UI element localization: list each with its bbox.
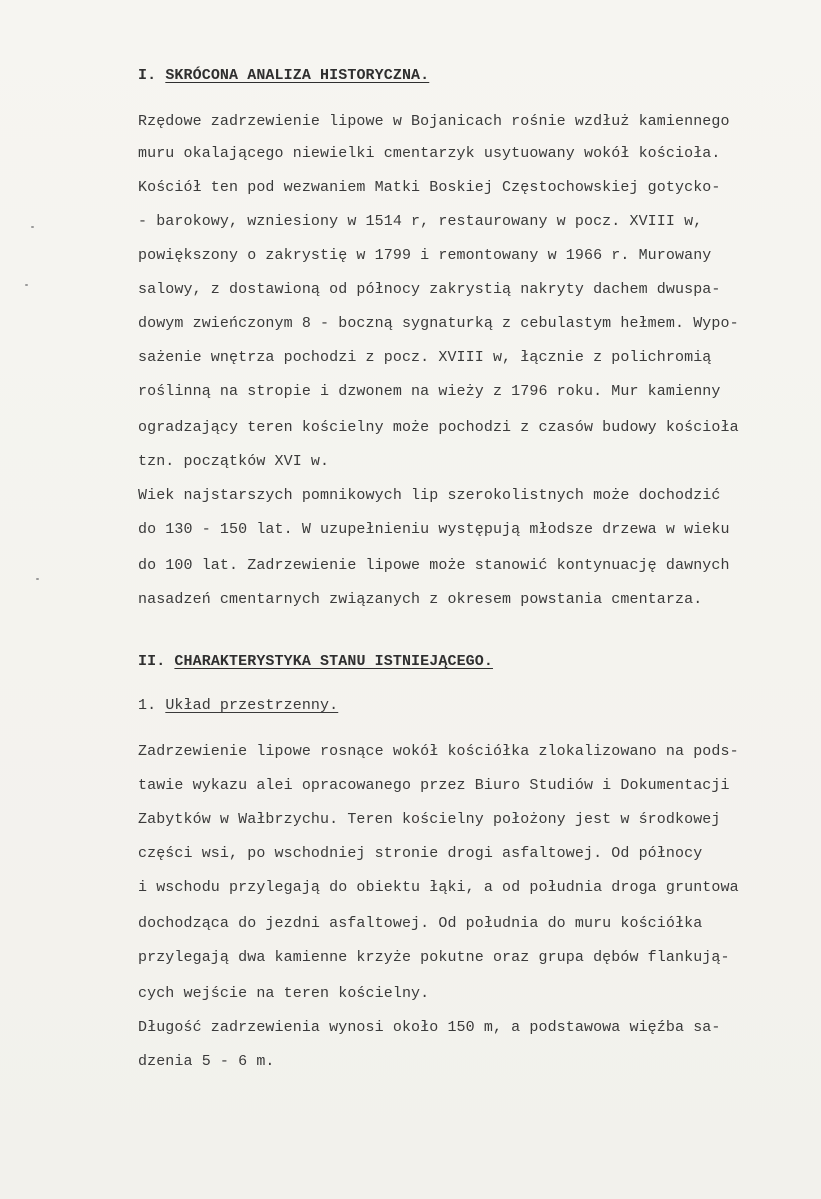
text-line: Długość zadrzewienia wynosi około 150 m, a podstawowa więźba sa- — [138, 1019, 721, 1036]
text-line: tawie wykazu alei opracowanego przez Biuro Studiów i Dokumentacji — [138, 777, 730, 794]
text-line: do 130 - 150 lat. W uzupełnieniu występują młodsze drzewa w wieku — [138, 521, 730, 538]
text-line: - barokowy, wzniesiony w 1514 r, restaurowany w pocz. XVIII w, — [138, 213, 703, 230]
section-2-title: CHARAKTERYSTYKA STANU ISTNIEJĄCEGO. — [174, 653, 493, 670]
text-line: Rzędowe zadrzewienie lipowe w Bojanicach rośnie wzdłuż kamiennego — [138, 113, 730, 130]
scan-speck — [25, 284, 28, 286]
text-line: Zabytków w Wałbrzychu. Teren kościelny położony jest w środkowej — [138, 811, 721, 828]
text-line: Zadrzewienie lipowe rosnące wokół kościółka zlokalizowano na pods- — [138, 743, 739, 760]
text-line: nasadzeń cmentarnych związanych z okresem powstania cmentarza. — [138, 591, 703, 608]
text-line: do 100 lat. Zadrzewienie lipowe może stanowić kontynuację dawnych — [138, 557, 730, 574]
subsection-1-title: Układ przestrzenny. — [165, 697, 339, 714]
text-line: dochodząca do jezdni asfaltowej. Od południa do muru kościółka — [138, 915, 703, 932]
text-line: części wsi, po wschodniej stronie drogi asfaltowej. Od północy — [138, 845, 703, 862]
text-line: powiększony o zakrystię w 1799 i remontowany w 1966 r. Murowany — [138, 247, 712, 264]
text-line: sażenie wnętrza pochodzi z pocz. XVIII w, łącznie z polichromią — [138, 349, 712, 366]
text-line: cych wejście na teren kościelny. — [138, 985, 430, 1002]
text-line: muru okalającego niewielki cmentarzyk usytuowany wokół kościoła. — [138, 145, 721, 162]
scan-speck — [31, 226, 34, 228]
section-2-number: II. — [138, 653, 166, 670]
text-line: roślinną na stropie i dzwonem na wieży z 1796 roku. Mur kamienny — [138, 383, 721, 400]
text-line: i wschodu przylegają do obiektu łąki, a od południa droga gruntowa — [138, 879, 739, 896]
section-2-heading — [138, 652, 493, 672]
section-1-number: I. — [138, 67, 157, 84]
text-line: Kościół ten pod wezwaniem Matki Boskiej Częstochowskiej gotycko- — [138, 179, 721, 196]
text-line: Wiek najstarszych pomnikowych lip szerokolistnych może dochodzić — [138, 487, 721, 504]
text-line: dowym zwieńczonym 8 - boczną sygnaturką z cebulastym hełmem. Wypo- — [138, 315, 739, 332]
section-1-title: SKRÓCONA ANALIZA HISTORYCZNA. — [165, 67, 430, 84]
text-line: przylegają dwa kamienne krzyże pokutne oraz grupa dębów flankują- — [138, 949, 730, 966]
text-line: ogradzający teren kościelny może pochodzi z czasów budowy kościoła — [138, 419, 739, 436]
subsection-1-number: 1. — [138, 697, 157, 714]
subsection-1-heading — [138, 696, 338, 716]
section-1-heading — [138, 66, 429, 86]
text-line: salowy, z dostawioną od północy zakrystią nakryty dachem dwuspa- — [138, 281, 721, 298]
text-line: tzn. początków XVI w. — [138, 453, 330, 470]
scan-speck — [36, 578, 39, 580]
text-line: dzenia 5 - 6 m. — [138, 1053, 275, 1070]
